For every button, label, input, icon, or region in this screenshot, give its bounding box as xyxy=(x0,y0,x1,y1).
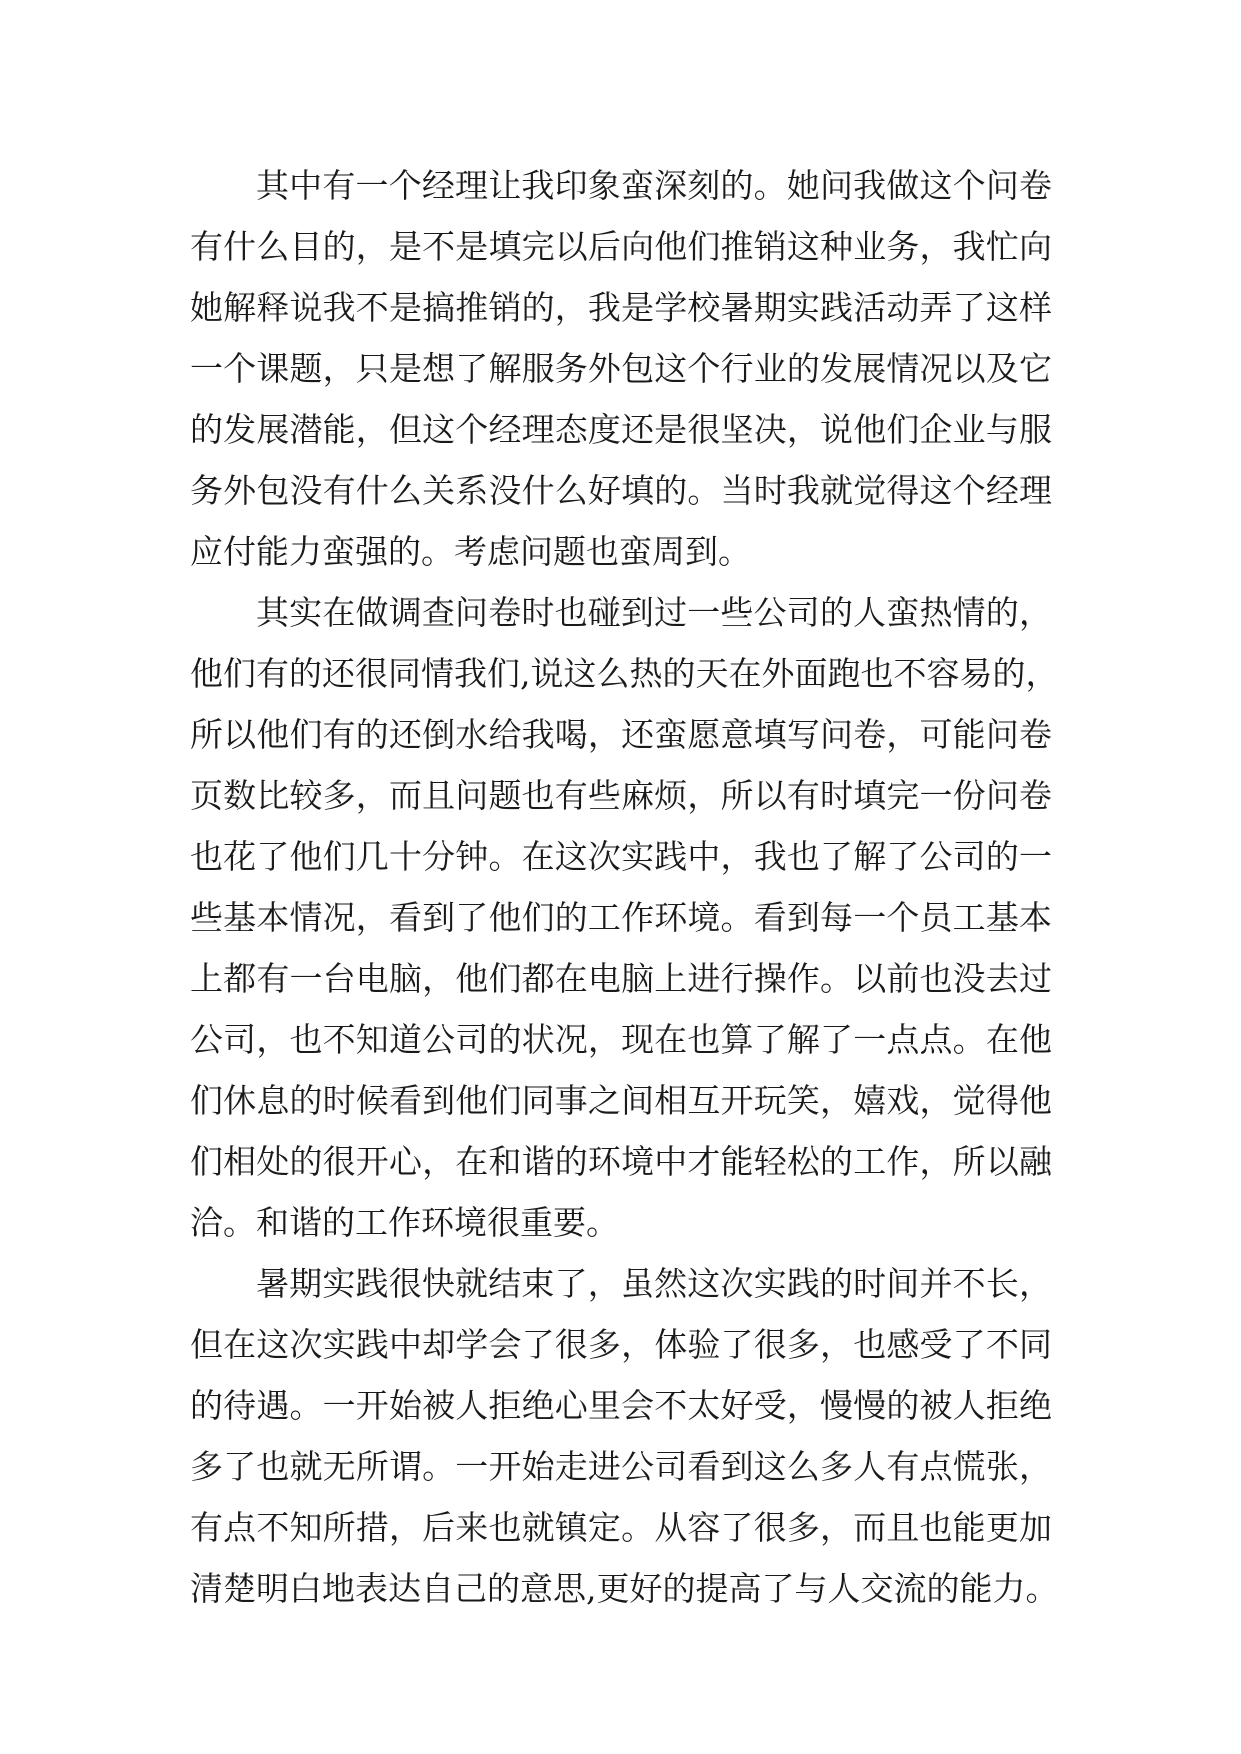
text-line: 其实在做调查问卷时也碰到过一些公司的人蛮热情的， xyxy=(256,593,1052,632)
text-line: 上都有一台电脑，他们都在电脑上进行操作。以前也没去过 xyxy=(190,959,1052,998)
paragraph-3 xyxy=(190,1253,1059,1619)
text-line: 一个课题，只是想了解服务外包这个行业的发展情况以及它 xyxy=(190,349,1052,388)
paragraph-1 xyxy=(190,155,1052,582)
text-line: 清楚明白地表达自己的意思,更好的提高了与人交流的能力。 xyxy=(190,1569,1059,1608)
text-line: 些基本情况，看到了他们的工作环境。看到每一个员工基本 xyxy=(190,898,1052,937)
paragraph-2 xyxy=(190,582,1059,1253)
text-line: 多了也就无所谓。一开始走进公司看到这么多人有点慌张， xyxy=(190,1447,1052,1486)
text-line: 的发展潜能，但这个经理态度还是很坚决，说他们企业与服 xyxy=(190,410,1052,449)
text-line: 们相处的很开心，在和谐的环境中才能轻松的工作，所以融 xyxy=(190,1142,1052,1181)
text-line: 也花了他们几十分钟。在这次实践中，我也了解了公司的一 xyxy=(190,837,1052,876)
text-line: 他们有的还很同情我们,说这么热的天在外面跑也不容易的， xyxy=(190,654,1059,693)
text-line: 有什么目的，是不是填完以后向他们推销这种业务，我忙向 xyxy=(190,227,1052,266)
text-line: 页数比较多，而且问题也有些麻烦，所以有时填完一份问卷 xyxy=(190,776,1052,815)
document-body xyxy=(190,155,1059,1619)
text-line: 们休息的时候看到他们同事之间相互开玩笑，嬉戏，觉得他 xyxy=(190,1081,1052,1120)
text-line: 所以他们有的还倒水给我喝，还蛮愿意填写问卷，可能问卷 xyxy=(190,715,1052,754)
text-line: 有点不知所措，后来也就镇定。从容了很多，而且也能更加 xyxy=(190,1508,1052,1547)
text-line: 但在这次实践中却学会了很多，体验了很多，也感受了不同 xyxy=(190,1325,1052,1364)
text-line: 的待遇。一开始被人拒绝心里会不太好受，慢慢的被人拒绝 xyxy=(190,1386,1052,1425)
text-line: 暑期实践很快就结束了，虽然这次实践的时间并不长， xyxy=(256,1264,1052,1303)
text-line: 其中有一个经理让我印象蛮深刻的。她问我做这个问卷 xyxy=(256,166,1052,205)
text-line: 她解释说我不是搞推销的，我是学校暑期实践活动弄了这样 xyxy=(190,288,1052,327)
text-line: 应付能力蛮强的。考虑问题也蛮周到。 xyxy=(190,532,751,571)
text-line: 洽。和谐的工作环境很重要。 xyxy=(190,1203,619,1242)
text-line: 公司，也不知道公司的状况，现在也算了解了一点点。在他 xyxy=(190,1020,1052,1059)
text-line: 务外包没有什么关系没什么好填的。当时我就觉得这个经理 xyxy=(190,471,1052,510)
